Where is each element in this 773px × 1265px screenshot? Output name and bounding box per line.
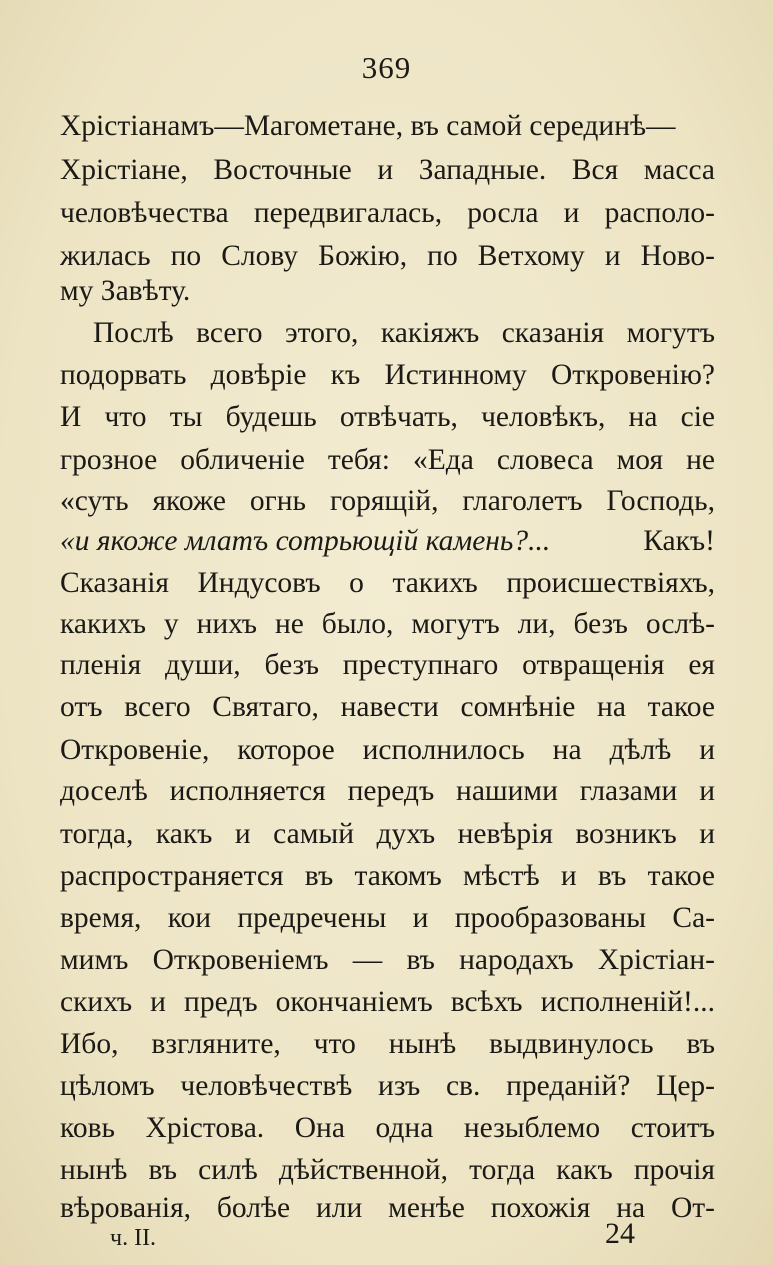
text-line: цѣломъ человѣчествѣ изъ св. преданій? Цер- xyxy=(60,1070,715,1102)
sheet-number: 24 xyxy=(605,1217,635,1250)
text-line: скихъ и предъ окончаніемъ всѣхъ исполненій!... xyxy=(60,986,715,1018)
text-line: отъ всего Святаго, навести сомнѣніе на такое xyxy=(60,691,715,723)
text-line: мимъ Откровеніемъ — въ народахъ Хрістіан- xyxy=(60,944,715,976)
text-line: какихъ у нихъ не было, могутъ ли, безъ ослѣ- xyxy=(60,608,715,640)
text-line: грозное обличеніе тебя: «Еда словеса моя не xyxy=(60,444,715,476)
text-line xyxy=(60,521,715,561)
text-line: подорвать довѣріе къ Истинному Откровенію? xyxy=(60,359,715,391)
signature-mark: ч. II. xyxy=(110,1225,157,1251)
text-line: пленія души, безъ преступнаго отвращенія ея xyxy=(60,649,715,681)
exclamation: Какъ! xyxy=(643,525,715,557)
text-line: жилась по Слову Божію, по Ветхому и Ново- xyxy=(60,240,715,272)
text-line: нынѣ въ силѣ дѣйственной, тогда какъ прочія xyxy=(60,1154,715,1186)
text-line: вѣрованія, болѣе или менѣе похожія на От- xyxy=(60,1192,715,1224)
text-line: Ибо, взгляните, что нынѣ выдвинулось въ xyxy=(60,1028,715,1060)
text-line: тогда, какъ и самый духъ невѣрія возникъ и xyxy=(60,818,715,850)
text-line: му Завѣту. xyxy=(60,275,191,307)
text-line: Откровеніе, которое исполнилось на дѣлѣ и xyxy=(60,734,715,766)
text-line: Хрістіане, Восточные и Западные. Вся масса xyxy=(60,154,715,186)
scripture-quote: «и якоже млатъ сотрьющій камень?... xyxy=(60,525,551,557)
page-number: 369 xyxy=(361,50,412,85)
text-line: Послѣ всего этого, какіяжъ сказанія могутъ xyxy=(93,317,715,349)
text-line: «суть якоже огнь горящій, глаголетъ Господь, xyxy=(60,485,715,517)
text-line: Хрістіанамъ—Магометане, въ самой серединѣ— xyxy=(60,110,676,142)
text-line: И что ты будешь отвѣчать, человѣкъ, на сіе xyxy=(60,401,715,433)
text-line: доселѣ исполняется передъ нашими глазами и xyxy=(60,775,715,807)
text-line: распространяется въ такомъ мѣстѣ и въ такое xyxy=(60,860,715,892)
text-line: время, кои предречены и прообразованы Са- xyxy=(60,902,715,934)
text-line: ковь Хрістова. Она одна незыблемо стоитъ xyxy=(60,1112,715,1144)
text-line: Сказанія Индусовъ о такихъ происшествіяхъ, xyxy=(60,567,715,599)
text-line: человѣчества передвигалась, росла и располо- xyxy=(60,197,715,229)
